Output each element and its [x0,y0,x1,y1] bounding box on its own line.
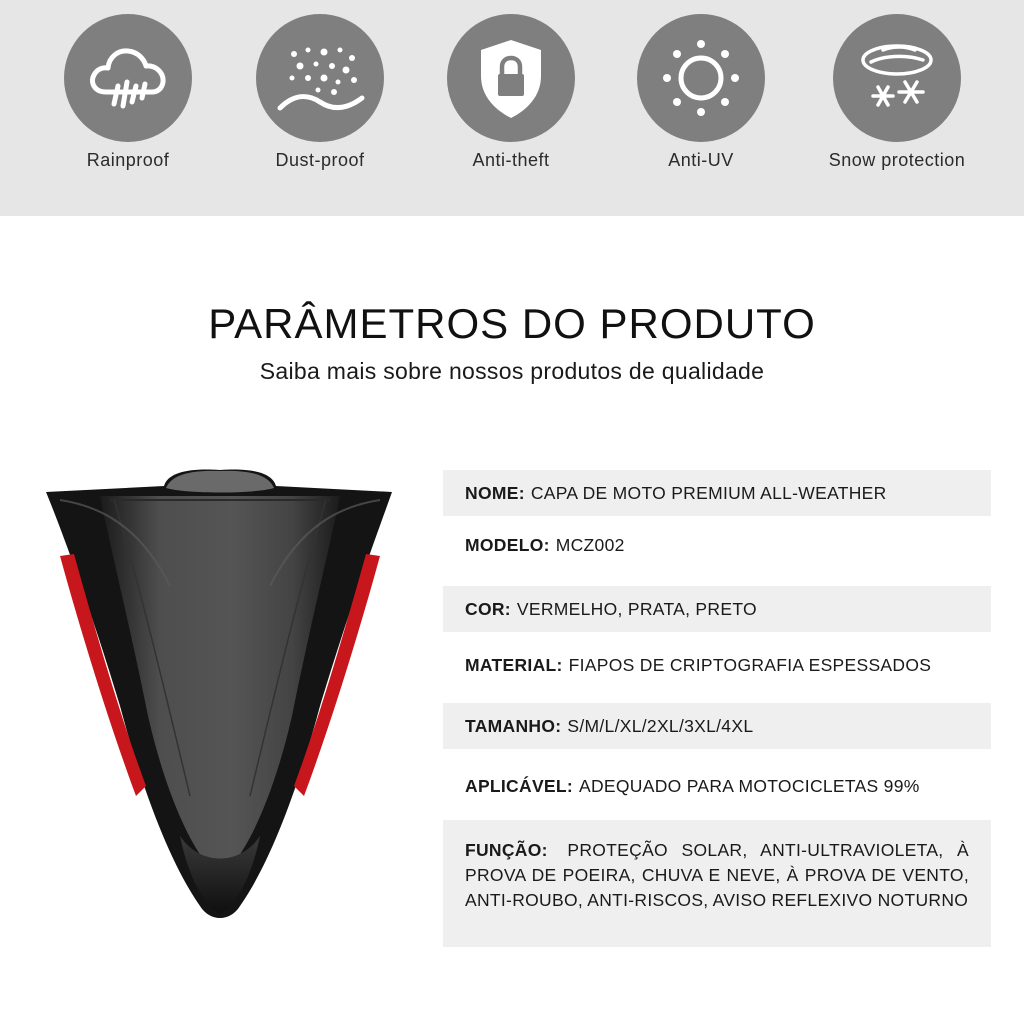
dust-icon [256,14,384,142]
param-value: PROTEÇÃO SOLAR, ANTI-ULTRAVIOLETA, À PROVA DE POEIRA, CHUVA E NEVE, À PROVA DE VENTO, ANTI-ROUBO, ANTI-RISCOS, AVISO REFLEXIVO NOTURNO [465,840,969,910]
param-row-nome [443,470,991,516]
feature-rainproof [33,14,223,171]
param-row-funcao [443,820,991,947]
rain-cloud-icon [64,14,192,142]
param-key: TAMANHO: [465,715,562,736]
param-value: CAPA DE MOTO PREMIUM ALL-WEATHER [530,482,887,503]
feature-label: Anti-theft [472,150,550,170]
param-row-modelo [443,522,991,568]
param-row-cor [443,586,991,632]
feature-anti-theft [416,14,606,171]
param-value: VERMELHO, PRATA, PRETO [516,598,757,619]
feature-anti-uv [606,14,796,171]
feature-label: Snow protection [828,150,966,170]
snow-cover-icon [833,14,961,142]
param-row-aplicavel [443,763,991,809]
feature-label: Anti-UV [668,150,734,170]
param-value: FIAPOS DE CRIPTOGRAFIA ESPESSADOS [568,654,932,675]
param-key: FUNÇÃO: [465,840,548,860]
param-row-material [443,642,991,688]
param-value: ADEQUADO PARA MOTOCICLETAS 99% [579,775,920,796]
motorcycle-cover-image [40,466,400,928]
param-key: MODELO: [465,534,550,555]
lock-shield-icon [447,14,575,142]
feature-dust-proof [225,14,415,171]
param-row-tamanho [443,703,991,749]
param-key: NOME: [465,482,525,503]
param-value: MCZ002 [555,534,625,555]
feature-snow-protection [797,14,997,171]
sun-icon [637,14,765,142]
feature-band [0,0,1024,216]
param-key: COR: [465,598,511,619]
page-subtitle: Saiba mais sobre nossos produtos de qualidade [259,358,765,384]
param-value: S/M/L/XL/2XL/3XL/4XL [567,715,754,736]
page-title: PARÂMETROS DO PRODUTO [208,300,816,347]
feature-label: Rainproof [86,150,170,170]
param-key: APLICÁVEL: [465,775,573,796]
param-key: MATERIAL: [465,654,563,675]
feature-label: Dust-proof [275,150,365,170]
